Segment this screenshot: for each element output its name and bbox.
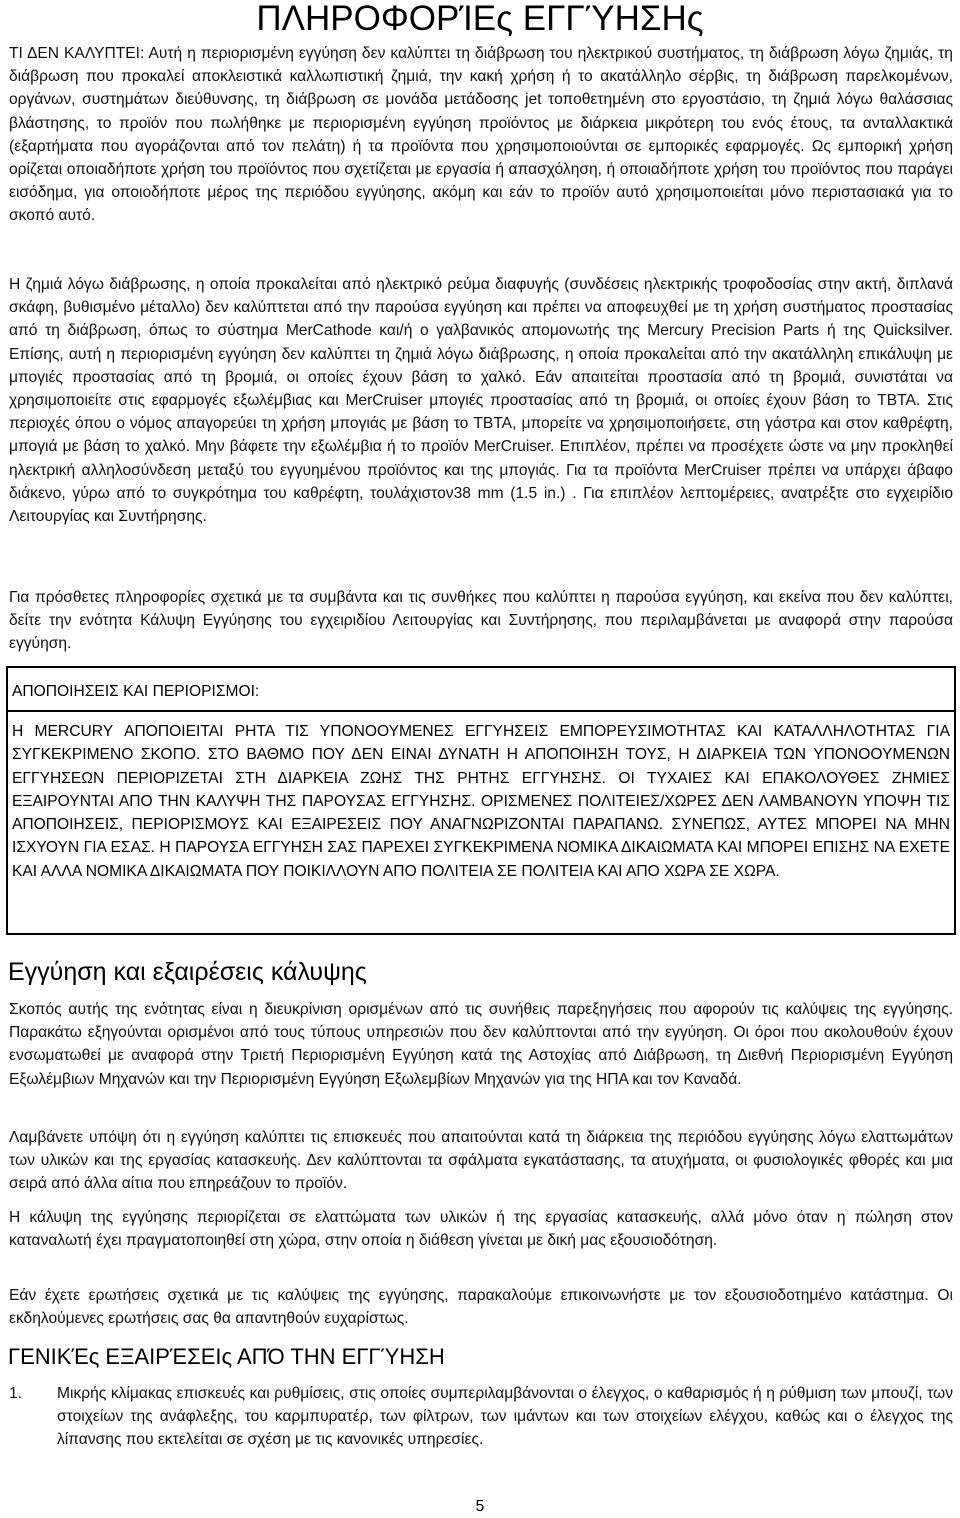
disclaimer-title: ΑΠΟΠΟΙΗΣΕΙΣ ΚΑΙ ΠΕΡΙΟΡΙΣΜΟΙ:: [12, 683, 260, 700]
general-exclusions-heading: ΓΕΝΙΚΈς ΕΞΑΙΡΈΣΕΙς ΑΠΌ ΤΗΝ ΕΓΓΎΗΣΗ: [8, 1344, 445, 1369]
page-number: 5: [475, 1498, 485, 1515]
section-paragraph-2: Λαμβάνετε υπόψη ότι η εγγύηση καλύπτει τις επισκευές που απαιτούνται κατά τη διάρκεια της περιόδου εγγύησης λόγω ελαττωμάτων των υλικών και της εργασίας κατασκευής. Δεν καλύπτονται τα σφάλματα εγκατάστασης, τα ατυχήματα, οι φυσιολογικές φθορές και μια σειρά από άλλα αίτια που επηρεάζουν το προϊόν.: [9, 1129, 953, 1193]
section-paragraph-3: Η κάλυψη της εγγύησης περιορίζεται σε ελαττώματα των υλικών ή της εργασίας κατασκευής, αλλά μόνο όταν η πώληση στον καταναλωτή έχει πραγματοποιηθεί στη χώρα, στην οποία η διάθεση γίνεται με δική μας εξουσιοδότηση.: [9, 1209, 953, 1250]
not-covered-text: Αυτή η περιορισμένη εγγύηση δεν καλύπτει τη διάβρωση του ηλεκτρικού συστήματος, τη διάβρωση λόγω ζημιάς, τη διάβρωση που προκαλεί αποκλειστικά καλλωπιστική ζημιά, την κακή χρήση ή το ακατάλληλο σέρβις, τη διάβρωση παρελκομένων, οργάνων, συστημάτων διεύθυνσης, τη διάβρωση σε μονάδα μετάδοσης jet τοποθετημένη στο εργοστάσιο, τη ζημιά λόγω θαλάσσιας βλάστησης, το προϊόν που πωλήθηκε με περιορισμένη εγγύηση προϊόντος με διάρκεια μικρότερη του ενός έτους, τα ανταλλακτικά (εξαρτήματα που αγοράζονται από τον πελάτη) ή τα προϊόντα που χρησιμοποιούνται σε εμπορικές εφαρμογές. Ως εμπορική χρήση ορίζεται οποιαδήποτε χρήση του προϊόντος που σχετίζεται με εργασία ή απασχόληση, ή οποιαδήποτε χρήση του προϊόντος που παράγει εισόδημα, για οποιοδήποτε μέρος της περιόδου εγγύησης, ακόμη και εάν το προϊόν αυτό χρησιμοποιείται μόνο περιστασιακά για το σκοπό αυτό.: [9, 45, 953, 225]
page-title: ΠΛΗΡΟΦΟΡΊΕς ΕΓΓΎΗΣΗς: [256, 0, 704, 38]
list-item-text: Μικρής κλίμακας επισκευές και ρυθμίσεις, στις οποίες συμπεριλαμβάνονται ο έλεγχος, ο καθαρισμός ή η ρύθμιση των μπουζί, των στοιχείων της ανάφλεξης, του καρμπυρατέρ, των φίλτρων, των ιμάντων και των στοιχείων ελέγχου, καθώς και ο έλεγχος της λίπανσης που εκτελείται σε σχέση με τις κανονικές υπηρεσίες.: [57, 1385, 953, 1449]
disclaimer-box: [6, 666, 956, 935]
not-covered-label: ΤΙ ΔΕΝ ΚΑΛΥΠΤΕΙ:: [9, 45, 145, 62]
disclaimer-divider: [8, 710, 954, 712]
more-info-paragraph: Για πρόσθετες πληροφορίες σχετικά με τα συμβάντα και τις συνθήκες που καλύπτει η παρούσα εγγύηση, και εκείνα που δεν καλύπτει, δείτε την ενότητα Κάλυψη Εγγύησης του εγχειριδίου Λειτουργίας και Συντήρησης, που περιλαμβάνεται με αναφορά στην παρούσα εγγύηση.: [9, 589, 953, 653]
corrosion-paragraph: Η ζημιά λόγω διάβρωσης, η οποία προκαλείται από ηλεκτρικό ρεύμα διαφυγής (συνδέσεις ηλεκτρικής τροφοδοσίας στην ακτή, διπλανά σκάφη, βυθισμένο μέταλλο) δεν καλύπτεται από την παρούσα εγγύηση και πρέπει να αποφευχθεί με τη χρήση συστήματος προστασίας από τη διάβρωση, όπως το σύστημα MerCathode και/ή ο γαλβανικός απομονωτής της Mercury Precision Parts ή της Quicksilver. Επίσης, αυτή η περιορισμένη εγγύηση δεν καλύπτει τη ζημιά λόγω διάβρωσης, η οποία προκαλείται από την ακατάλληλη επικάλυψη με μπογιές προστασίας από τη βρομιά, οι οποίες έχουν βάση το χαλκό. Εάν απαιτείται προστασία από τη βρομιά, συνιστάται να χρησιμοποιείτε στις εφαρμογές εξωλέμβιας και MerCruiser μπογιές προστασίας από τη βρομιά, οι οποίες έχουν βάση το TBTA. Στις περιοχές όπου ο νόμος απαγορεύει τη χρήση μπογιάς με βάση το TBTA, μπορείτε να χρησιμοποιήσετε, στη γάστρα και στον καθρέφτη, μπογιά με βάση το χαλκό. Μην βάφετε την εξωλέμβια ή το προϊόν MerCruiser. Επιπλέον, πρέπει να προσέχετε ώστε να μην προκληθεί ηλεκτρική αλληλοσύνδεση μεταξύ του εγγυημένου προϊόντος και της μπογιάς. Για τα προϊόντα MerCruiser πρέπει να υπάρχει άβαφο διάκενο, γύρω από το συγκρότημα του καθρέφτη, τουλάχιστον38 mm (1.5 in.) . Για επιπλέον λεπτομέρειες, ανατρέξτε στο εγχειρίδιο Λειτουργίας και Συντήρησης.: [9, 276, 953, 526]
section-paragraph-1: Σκοπός αυτής της ενότητας είναι η διευκρίνιση ορισμένων από τις συνήθεις παρεξηγήσεις που αφορούν τις καλύψεις της εγγύησης. Παρακάτω εξηγούνται ορισμένοι από τους τύπους υπηρεσιών που δεν καλύπτονται από την εγγύηση. Οι όροι που ακολουθούν έχουν ενσωματωθεί με αναφορά στην Τριετή Περιορισμένη Εγγύηση κατά της Αστοχίας από Διάβρωση, τη Διεθνή Περιορισμένη Εγγύηση Εξωλέμβιων Μηχανών και την Περιορισμένη Εγγύηση Εξωλεμβίων Μηχανών για της ΗΠΑ και τον Καναδά.: [9, 1001, 953, 1088]
section-paragraph-4: Εάν έχετε ερωτήσεις σχετικά με τις καλύψεις της εγγύησης, παρακαλούμε επικοινωνήστε με τον εξουσιοδοτημένο κατάστημα. Οι εκδηλούμενες ερωτήσεις σας θα απαντηθούν ευχαρίστως.: [9, 1287, 953, 1328]
disclaimer-text: Η MERCURY ΑΠΟΠΟΙΕΙΤΑΙ ΡΗΤΑ ΤΙΣ ΥΠΟΝΟΟΥΜΕΝΕΣ ΕΓΓΥΗΣΕΙΣ ΕΜΠΟΡΕΥΣΙΜΟΤΗΤΑΣ ΚΑΙ ΚΑΤΑΛΛΗΛΟΤΗΤΑΣ ΓΙΑ ΣΥΓΚΕΚΡΙΜΕΝΟ ΣΚΟΠΟ. ΣΤΟ ΒΑΘΜΟ ΠΟΥ ΔΕΝ ΕΙΝΑΙ ΔΥΝΑΤΗ Η ΑΠΟΠΟΙΗΣΗ ΤΟΥΣ, Η ΔΙΑΡΚΕΙΑ ΤΩΝ ΥΠΟΝΟΟΥΜΕΝΩΝ ΕΓΓΥΗΣΕΩΝ ΠΕΡΙΟΡΙΖΕΤΑΙ ΣΤΗ ΔΙΑΡΚΕΙΑ ΖΩΗΣ ΤΗΣ ΡΗΤΗΣ ΕΓΓΥΗΣΗΣ. ΟΙ ΤΥΧΑΙΕΣ ΚΑΙ ΕΠΑΚΟΛΟΥΘΕΣ ΖΗΜΙΕΣ ΕΞΑΙΡΟΥΝΤΑΙ ΑΠΟ ΤΗΝ ΚΑΛΥΨΗ ΤΗΣ ΠΑΡΟΥΣΑΣ ΕΓΓΥΗΣΗΣ. ΟΡΙΣΜΕΝΕΣ ΠΟΛΙΤΕΙΕΣ/ΧΩΡΕΣ ΔΕΝ ΛΑΜΒΑΝΟΥΝ ΥΠΟΨΗ ΤΙΣ ΑΠΟΠΟΙΗΣΕΙΣ, ΠΕΡΙΟΡΙΣΜΟΥΣ ΚΑΙ ΕΞΑΙΡΕΣΕΙΣ ΠΟΥ ΑΝΑΓΝΩΡΙΖΟΝΤΑΙ ΠΑΡΑΠΑΝΩ. ΣΥΝΕΠΩΣ, ΑΥΤΕΣ ΜΠΟΡΕΙ ΝΑ ΜΗΝ ΙΣΧΥΟΥΝ ΓΙΑ ΕΣΑΣ. Η ΠΑΡΟΥΣΑ ΕΓΓΥΗΣΗ ΣΑΣ ΠΑΡΕΧΕΙ ΣΥΓΚΕΚΡΙΜΕΝΑ ΝΟΜΙΚΑ ΔΙΚΑΙΩΜΑΤΑ ΚΑΙ ΜΠΟΡΕΙ ΕΠΙΣΗΣ ΝΑ ΕΧΕΤΕ ΚΑΙ ΑΛΛΑ ΝΟΜΙΚΑ ΔΙΚΑΙΩΜΑΤΑ ΠΟΥ ΠΟΙΚΙΛΛΟΥΝ ΑΠΟ ΠΟΛΙΤΕΙΑ ΣΕ ΠΟΛΙΤΕΙΑ ΚΑΙ ΑΠΟ ΧΩΡΑ ΣΕ ΧΩΡΑ.: [12, 723, 950, 880]
not-covered-paragraph: [9, 42, 953, 228]
list-item-number: 1.: [9, 1385, 23, 1402]
section-heading: Εγγύηση και εξαιρέσεις κάλυψης: [8, 958, 367, 986]
